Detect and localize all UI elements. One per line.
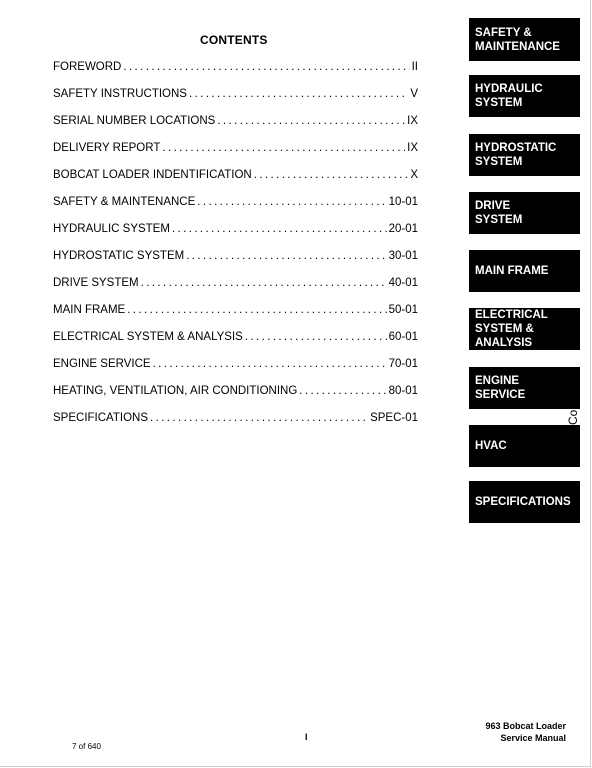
toc-entry-page: 80-01 [388, 385, 418, 397]
page-counter: 7 of 640 [72, 742, 101, 751]
manual-title [460, 720, 566, 744]
toc-entry-page: SPEC-01 [370, 412, 418, 424]
tab-label: SYSTEM [475, 214, 523, 226]
tab-label: ANALYSIS [475, 337, 533, 349]
toc-entry-label: HYDROSTATIC SYSTEM [53, 250, 185, 262]
toc-entry-page: 70-01 [388, 358, 418, 370]
toc-leader-dots [189, 86, 408, 102]
toc-leader-dots [254, 167, 409, 183]
toc-entry-label: FOREWORD [53, 61, 122, 73]
tab-label: SPECIFICATIONS [475, 496, 571, 508]
toc-entry-page: IX [407, 142, 418, 154]
tab-safety-maintenance[interactable] [469, 18, 580, 61]
toc-leader-dots [153, 356, 387, 372]
toc-entry-drive-system[interactable] [53, 275, 418, 291]
toc-entry-electrical-system[interactable] [53, 329, 418, 345]
tab-label: SERVICE [475, 389, 526, 401]
toc-entry-page: 20-01 [388, 223, 418, 235]
toc-entry-label: SERIAL NUMBER LOCATIONS [53, 115, 216, 127]
toc-entry-label: SAFETY & MAINTENANCE [53, 196, 196, 208]
tab-hvac[interactable] [469, 425, 580, 467]
tab-label: HYDROSTATIC [475, 142, 557, 154]
toc-entry-label: HYDRAULIC SYSTEM [53, 223, 170, 235]
toc-leader-dots [217, 113, 405, 129]
tab-hydrostatic-system[interactable] [469, 134, 580, 176]
tab-label: ENGINE [475, 375, 520, 387]
tab-label: MAIN FRAME [475, 265, 549, 277]
tab-label: MAINTENANCE [475, 40, 560, 53]
toc-leader-dots [162, 140, 405, 156]
toc-entry-page: 30-01 [388, 250, 418, 262]
tab-label: ELECTRICAL [475, 309, 548, 321]
toc-entry-safety-instructions[interactable] [53, 86, 418, 102]
tab-label: SYSTEM [475, 97, 523, 109]
toc-entry-label: HEATING, VENTILATION, AIR CONDITIONING [53, 385, 298, 397]
toc-entry-label: MAIN FRAME [53, 304, 126, 316]
toc-leader-dots [299, 383, 386, 399]
toc-entry-page: V [410, 88, 418, 100]
toc-leader-dots [127, 302, 386, 318]
toc-entry-label: DRIVE SYSTEM [53, 277, 139, 289]
toc-entry-loader-identification[interactable] [53, 167, 418, 183]
toc-leader-dots [245, 329, 387, 345]
page-title: CONTENTS [200, 33, 268, 47]
tab-electrical-system[interactable] [469, 308, 580, 350]
toc-entry-page: II [411, 61, 418, 73]
toc-entry-label: SAFETY INSTRUCTIONS [53, 88, 187, 100]
tab-label: DRIVE [475, 200, 511, 212]
toc-entry-page: 40-01 [388, 277, 418, 289]
toc-leader-dots [123, 59, 409, 75]
toc-entry-safety-maintenance[interactable] [53, 194, 418, 210]
toc-entry-page: 50-01 [388, 304, 418, 316]
tab-label: SYSTEM [475, 156, 523, 168]
tab-label: HYDRAULIC [475, 83, 543, 95]
toc-entry-label: DELIVERY REPORT [53, 142, 161, 154]
manual-title-line: Service Manual [500, 733, 566, 743]
toc-entry-page: X [410, 169, 418, 181]
toc-leader-dots [150, 410, 368, 426]
tab-engine-service[interactable] [469, 367, 580, 409]
toc-entry-serial-number-locations[interactable] [53, 113, 418, 129]
toc-entry-delivery-report[interactable] [53, 140, 418, 156]
toc-entry-label: ELECTRICAL SYSTEM & ANALYSIS [53, 331, 243, 343]
tab-label: SYSTEM & [475, 323, 534, 335]
tab-specifications[interactable] [469, 481, 580, 523]
toc-entry-engine-service[interactable] [53, 356, 418, 372]
tab-drive-system[interactable] [469, 192, 580, 234]
tab-hydraulic-system[interactable] [469, 75, 580, 117]
toc-leader-dots [141, 275, 387, 291]
tab-label: HVAC [475, 440, 507, 452]
toc-entry-label: BOBCAT LOADER INDENTIFICATION [53, 169, 252, 181]
toc-leader-dots [172, 221, 387, 237]
manual-title-line: 963 Bobcat Loader [485, 721, 566, 731]
tab-label: SAFETY & [475, 26, 532, 39]
toc-entry-label: ENGINE SERVICE [53, 358, 151, 370]
toc-entry-specifications[interactable] [53, 410, 418, 426]
toc-entry-label: SPECIFICATIONS [53, 412, 148, 424]
toc-leader-dots [186, 248, 386, 264]
toc-leader-dots [197, 194, 386, 210]
toc-entry-hydrostatic-system[interactable] [53, 248, 418, 264]
side-margin-text [566, 350, 582, 425]
toc-entry-page: 60-01 [388, 331, 418, 343]
toc-entry-page: 10-01 [388, 196, 418, 208]
tab-main-frame[interactable] [469, 250, 580, 292]
toc-entry-hvac[interactable] [53, 383, 418, 399]
side-margin-text-label: Cont fo [566, 386, 580, 425]
toc-entry-hydraulic-system[interactable] [53, 221, 418, 237]
page-number: I [305, 732, 308, 742]
toc-entry-foreword[interactable] [53, 59, 418, 75]
toc-entry-page: IX [407, 115, 418, 127]
toc-entry-main-frame[interactable] [53, 302, 418, 318]
